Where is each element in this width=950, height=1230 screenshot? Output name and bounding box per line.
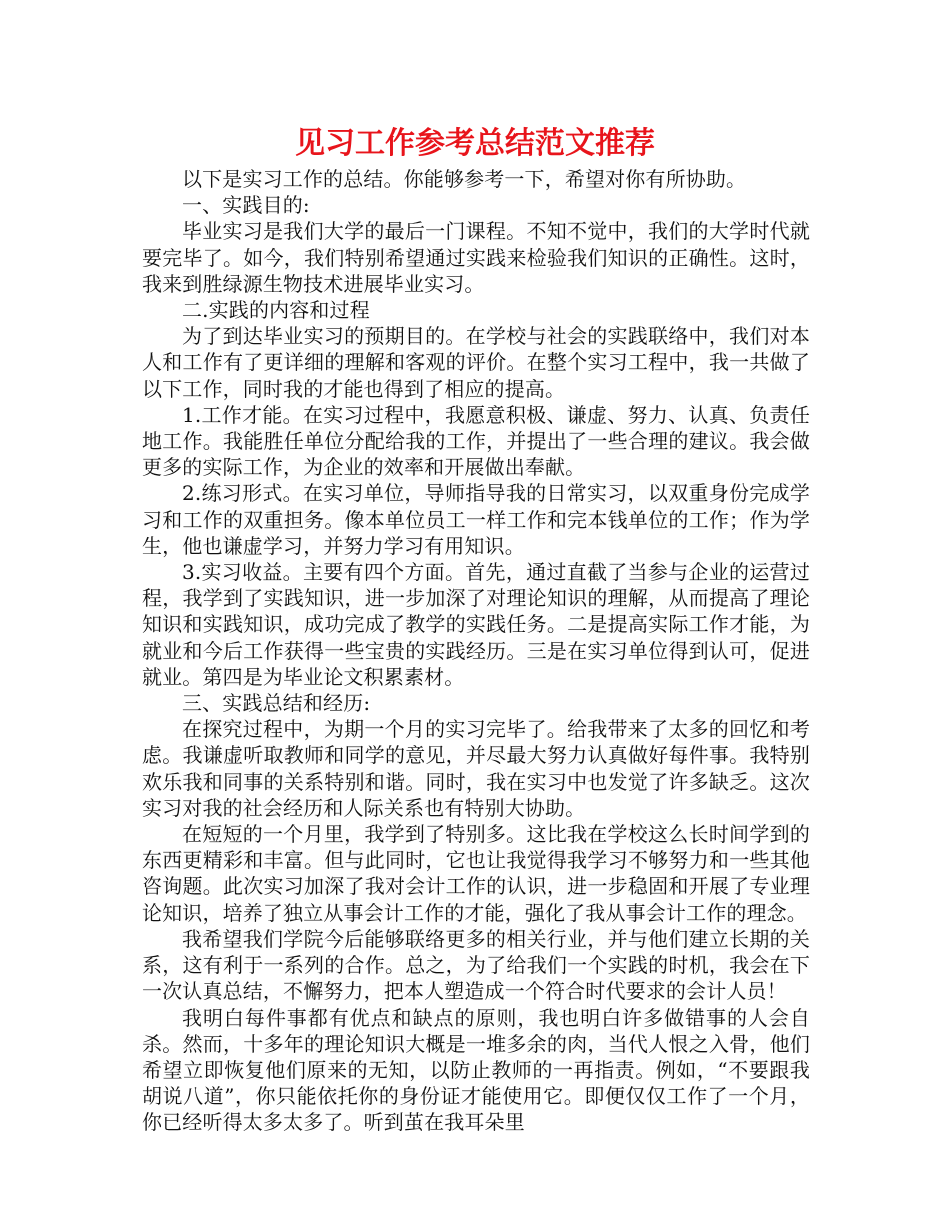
paragraph: 我明白每件事都有优点和缺点的原则，我也明白许多做错事的人会自杀。然而，十多年的理论知识大概是一堆多余的肉，当代人恨之入骨，他们希望立即恢复他们原来的无知，以防止教师的一再指责。例如，“不要跟我胡说八道”，你只能依托你的身份证才能使用它。即便仅仅工作了一个月，你已经听得太多太多了。听到茧在我耳朵里 xyxy=(142,1005,810,1135)
paragraph: 在短短的一个月里，我学到了特别多。这比我在学校这么长时间学到的东西更精彩和丰富。但与此同时，它也让我觉得我学习不够努力和一些其他咨询题。此次实习加深了我对会计工作的认识，进一步稳固和开展了专业理论知识，培养了独立从事会计工作的才能，强化了我从事会计工作的理念。 xyxy=(142,822,810,925)
paragraph: 2.练习形式。在实习单位，导师指导我的日常实习，以双重身份完成学习和工作的双重担务。像本单位员工一样工作和完本钱单位的工作；作为学生，他也谦虚学习，并努力学习有用知识。 xyxy=(142,481,810,558)
paragraph: 3.实习收益。主要有四个方面。首先，通过直截了当参与企业的运营过程，我学到了实践知识，进一步加深了对理论知识的理解，从而提高了理论知识和实践知识，成功完成了教学的实践任务。二是提高实际工作才能，为就业和今后工作获得一些宝贵的实践经历。三是在实习单位得到认可，促进就业。第四是为毕业论文积累素材。 xyxy=(142,560,810,689)
document-title: 见习工作参考总结范文推荐 xyxy=(295,126,655,161)
paragraph: 1.工作才能。在实习过程中，我愿意积极、谦虚、努力、认真、负责任地工作。我能胜任单位分配给我的工作，并提出了一些合理的建议。我会做更多的实际工作，为企业的效率和开展做出奉献。 xyxy=(142,402,810,480)
paragraph: 在探究过程中，为期一个月的实习完毕了。给我带来了太多的回忆和考虑。我谦虚听取教师和同学的意见，并尽最大努力认真做好每件事。我特别欢乐我和同事的关系特别和谐。同时，我在实习中也发觉了许多缺乏。这次实习对我的社会经历和人际关系也有特别大协助。 xyxy=(142,717,810,820)
paragraph: 毕业实习是我们大学的最后一门课程。不知不觉中，我们的大学时代就要完毕了。如今，我们特别希望通过实践来检验我们知识的正确性。这时，我来到胜绿源生物技术进展毕业实习。 xyxy=(142,219,810,296)
section-heading: 一、实践目的: xyxy=(182,193,310,218)
section-heading: 二.实践的内容和过程 xyxy=(182,298,370,323)
paragraph: 我希望我们学院今后能够联络更多的相关行业，并与他们建立长期的关系，这有利于一系列的合作。总之，为了给我们一个实践的时机，我会在下一次认真总结，不懈努力，把本人塑造成一个符合时代要求的会计人员！ xyxy=(142,926,810,1004)
document-body xyxy=(142,166,810,1136)
paragraph: 为了到达毕业实习的预期目的。在学校与社会的实践联络中，我们对本人和工作有了更详细的理解和客观的评价。在整个实习工程中，我一共做了以下工作，同时我的才能也得到了相应的提高。 xyxy=(142,324,810,401)
paragraph: 以下是实习工作的总结。你能够参考一下，希望对你有所协助。 xyxy=(182,167,747,191)
section-heading: 三、实践总结和经历: xyxy=(182,691,371,716)
